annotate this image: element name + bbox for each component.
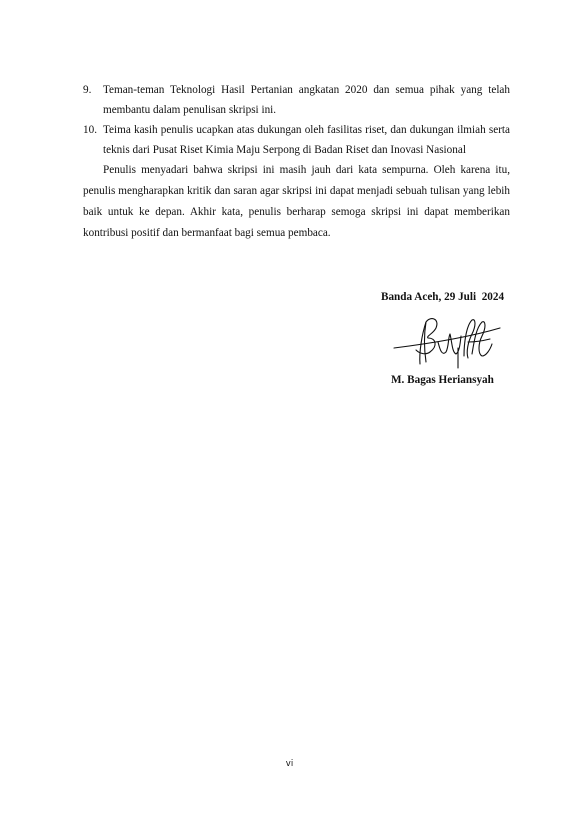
list-number: 9. [83,84,92,96]
list-number: 10. [83,124,97,136]
list-item-9 [83,80,510,120]
list-text: Teima kasih penulis ucapkan atas dukungan oleh fasilitas riset, dan dukungan ilmiah serta teknis dari Pusat Riset Kimia Maju Serpong di Badan Riset dan Inovasi Nasional [103,124,510,156]
place-date: Banda Aceh, 29 Juli 2024 [381,291,505,303]
list-text: Teman-teman Teknologi Hasil Pertanian angkatan 2020 dan semua pihak yang telah membantu dalam penulisan skripsi ini. [103,84,510,116]
closing-paragraph: Penulis menyadari bahwa skripsi ini masih jauh dari kata sempurna. Oleh karena itu, penulis mengharapkan kritik dan saran agar skripsi ini dapat menjadi sebuah tulisan yang lebih baik untuk ke depan. Akhir kata, penulis berharap semoga skripsi ini dapat memberikan kontribusi positif dan bermanfaat bagi semua pembaca. [83,164,510,239]
page-number: vi [285,759,294,769]
signature-image [386,312,504,372]
signer-name: M. Bagas Heriansyah [391,374,494,386]
list-item-10 [83,120,510,160]
